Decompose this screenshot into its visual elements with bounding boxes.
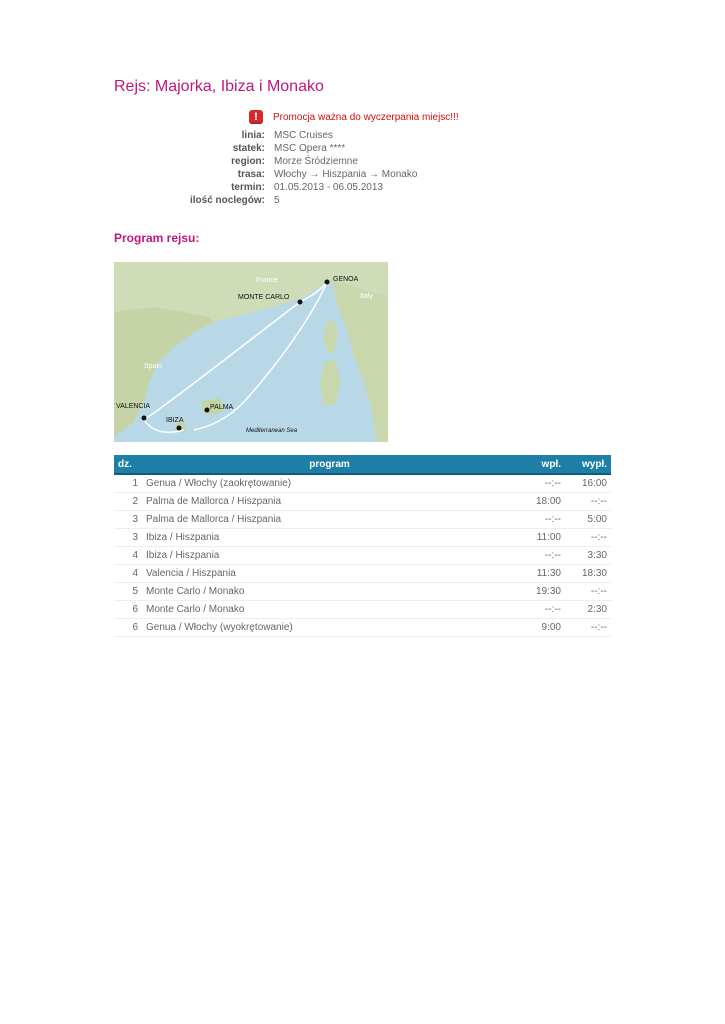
row-departure: 2:30 [565,601,611,619]
map-label-spain: Spain [144,363,162,370]
row-arrival: --:-- [517,474,565,493]
itinerary-table [114,455,611,637]
row-day: 1 [114,474,142,493]
row-departure: 18:30 [565,565,611,583]
page-title: Rejs: Majorka, Ibiza i Monako [114,78,324,95]
table-row [114,474,611,493]
row-arrival: --:-- [517,547,565,565]
row-day: 6 [114,601,142,619]
row-program: Genua / Włochy (zaokrętowanie) [142,474,517,493]
row-program: Palma de Mallorca / Hiszpania [142,493,517,511]
detail-value: MSC Cruises [274,130,333,141]
table-row [114,529,611,547]
detail-route [120,168,417,181]
row-day: 5 [114,583,142,601]
detail-label: termin: [231,182,265,193]
map-label-monte-carlo: MONTE CARLO [238,294,290,301]
header-program: program [142,455,517,474]
header-day: dz. [114,455,142,474]
row-arrival: --:-- [517,601,565,619]
detail-label: linia: [241,130,265,141]
table-row [114,565,611,583]
map-label-sea: Mediterranean Sea [246,428,298,434]
map-label-palma: PALMA [210,404,234,411]
map-label-italy: Italy [360,293,373,300]
promo-notice [249,109,459,125]
table-row [114,493,611,511]
row-departure: --:-- [565,529,611,547]
table-row [114,511,611,529]
row-departure: --:-- [565,583,611,601]
alert-icon: ! [249,110,263,124]
route-map [114,262,388,442]
row-departure: 5:00 [565,511,611,529]
detail-value: 01.05.2013 - 06.05.2013 [274,182,383,193]
map-label-genoa: GENOA [333,276,359,283]
row-arrival: 11:00 [517,529,565,547]
itinerary-header [114,455,611,474]
row-program: Valencia / Hiszpania [142,565,517,583]
row-departure: --:-- [565,493,611,511]
detail-label: statek: [232,143,265,154]
map-label-france: France [256,277,278,284]
row-arrival: 19:30 [517,583,565,601]
port-marker-valencia [142,416,147,421]
row-arrival: 9:00 [517,619,565,637]
detail-label: ilość noclegów: [189,195,265,206]
row-departure: --:-- [565,619,611,637]
port-marker-monte-carlo [298,300,303,305]
row-day: 6 [114,619,142,637]
map-label-ibiza: IBIZA [166,417,184,424]
row-program: Ibiza / Hiszpania [142,529,517,547]
detail-nights [120,194,417,207]
program-heading: Program rejsu: [114,231,200,245]
row-arrival: --:-- [517,511,565,529]
row-arrival: 18:00 [517,493,565,511]
row-arrival: 11:30 [517,565,565,583]
row-departure: 16:00 [565,474,611,493]
detail-label: region: [231,156,265,167]
detail-region [120,155,417,168]
detail-label: trasa: [237,169,265,180]
table-row [114,583,611,601]
table-row [114,547,611,565]
table-row [114,601,611,619]
detail-value: Morze Śródziemne [274,156,358,167]
cruise-details [120,129,417,207]
row-day: 4 [114,565,142,583]
map-label-valencia: VALENCIA [116,403,151,410]
header-arrival: wpł. [517,455,565,474]
row-program: Palma de Mallorca / Hiszpania [142,511,517,529]
row-day: 2 [114,493,142,511]
row-day: 3 [114,511,142,529]
row-day: 4 [114,547,142,565]
row-program: Ibiza / Hiszpania [142,547,517,565]
table-row [114,619,611,637]
detail-value: MSC Opera **** [274,143,346,154]
row-day: 3 [114,529,142,547]
port-marker-genoa [325,280,330,285]
row-departure: 3:30 [565,547,611,565]
header-departure: wypł. [565,455,611,474]
row-program: Genua / Włochy (wyokrętowanie) [142,619,517,637]
detail-ship [120,142,417,155]
row-program: Monte Carlo / Monako [142,583,517,601]
detail-value: Włochy → Hiszpania → Monako [274,169,418,180]
port-marker-ibiza [177,426,182,431]
detail-term [120,181,417,194]
port-marker-palma [205,408,210,413]
detail-value: 5 [274,195,280,206]
row-program: Monte Carlo / Monako [142,601,517,619]
promo-text: Promocja ważna do wyczerpania miejsc!!! [273,111,459,123]
detail-line [120,129,417,142]
